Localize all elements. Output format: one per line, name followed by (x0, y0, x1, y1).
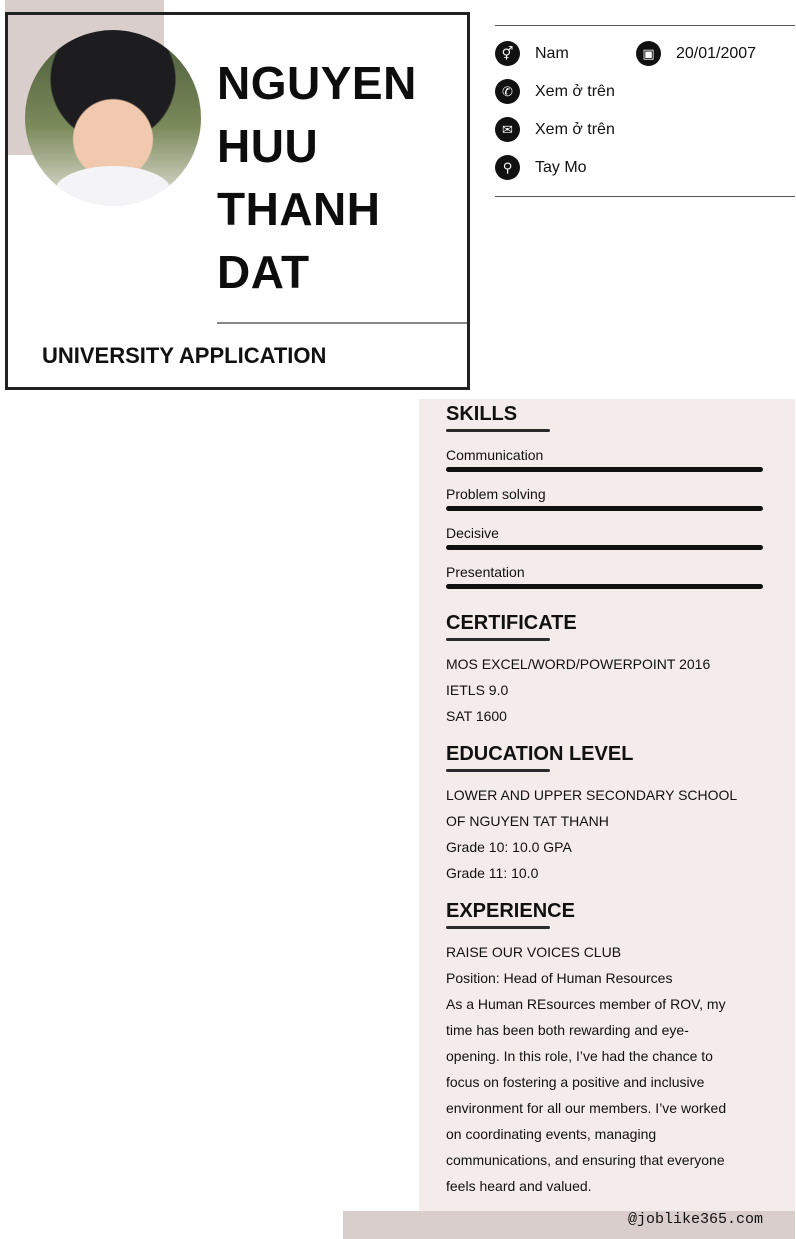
experience-position: Position: Head of Human Resources (446, 970, 673, 986)
experience-description: As a Human REsources member of ROV, my time has been both rewarding and eye-opening. In this role, I’ve had the chance to focus on fostering a positive and inclusive environment for all our members. I’ve worked on coordinating events, managing communications, and ensuring that everyone feels heard and valued. (446, 996, 727, 1194)
info-gender (495, 41, 569, 66)
skill-bar (446, 467, 763, 472)
email-icon: ✉ (495, 117, 520, 142)
skill-label: Decisive (446, 525, 499, 541)
address-value: Tay Mo (535, 158, 587, 176)
certificate-item: SAT 1600 (446, 708, 507, 724)
education-line: LOWER AND UPPER SECONDARY SCHOOL (446, 787, 738, 803)
skill-label: Communication (446, 447, 544, 463)
page-subtitle: UNIVERSITY APPLICATION (42, 343, 327, 368)
email-value: Xem ở trên (535, 120, 615, 138)
education-line: Grade 11: 10.0 (446, 865, 539, 881)
name-line-2: HUU (217, 120, 319, 172)
name-line-3: THANH (217, 183, 381, 235)
candidate-name (217, 52, 457, 304)
info-phone (495, 79, 615, 104)
info-address (495, 155, 587, 180)
phone-icon: ✆ (495, 79, 520, 104)
skill-label: Problem solving (446, 486, 546, 502)
calendar-icon: ▣ (636, 41, 661, 66)
education-line: Grade 10: 10.0 GPA (446, 839, 572, 855)
gender-icon: ⚥ (495, 41, 520, 66)
birthdate-value: 20/01/2007 (676, 44, 757, 62)
skills-title: SKILLS (446, 403, 518, 425)
experience-underline (446, 926, 550, 929)
info-birthdate (636, 41, 756, 66)
skill-bar (446, 545, 763, 550)
info-divider-top (495, 25, 795, 26)
avatar (25, 30, 201, 206)
name-line-4: DAT (217, 246, 310, 298)
phone-value: Xem ở trên (535, 82, 615, 100)
skills-underline (446, 429, 550, 432)
footer-watermark: @joblike365.com (628, 1211, 764, 1228)
gender-value: Nam (535, 44, 569, 62)
skill-label: Presentation (446, 564, 525, 580)
education-underline (446, 769, 550, 772)
skill-bar (446, 506, 763, 511)
experience-org: RAISE OUR VOICES CLUB (446, 944, 622, 960)
certificate-title: CERTIFICATE (446, 612, 577, 634)
name-divider (217, 322, 467, 324)
info-email (495, 117, 615, 142)
education-title: EDUCATION LEVEL (446, 743, 634, 765)
education-line: OF NGUYEN TAT THANH (446, 813, 609, 829)
certificate-item: IETLS 9.0 (446, 682, 509, 698)
name-line-1: NGUYEN (217, 57, 417, 109)
certificate-item: MOS EXCEL/WORD/POWERPOINT 2016 (446, 656, 711, 672)
skill-bar (446, 584, 763, 589)
experience-title: EXPERIENCE (446, 900, 575, 922)
info-divider-bottom (495, 196, 795, 197)
location-icon: ⚲ (495, 155, 520, 180)
certificate-underline (446, 638, 550, 641)
